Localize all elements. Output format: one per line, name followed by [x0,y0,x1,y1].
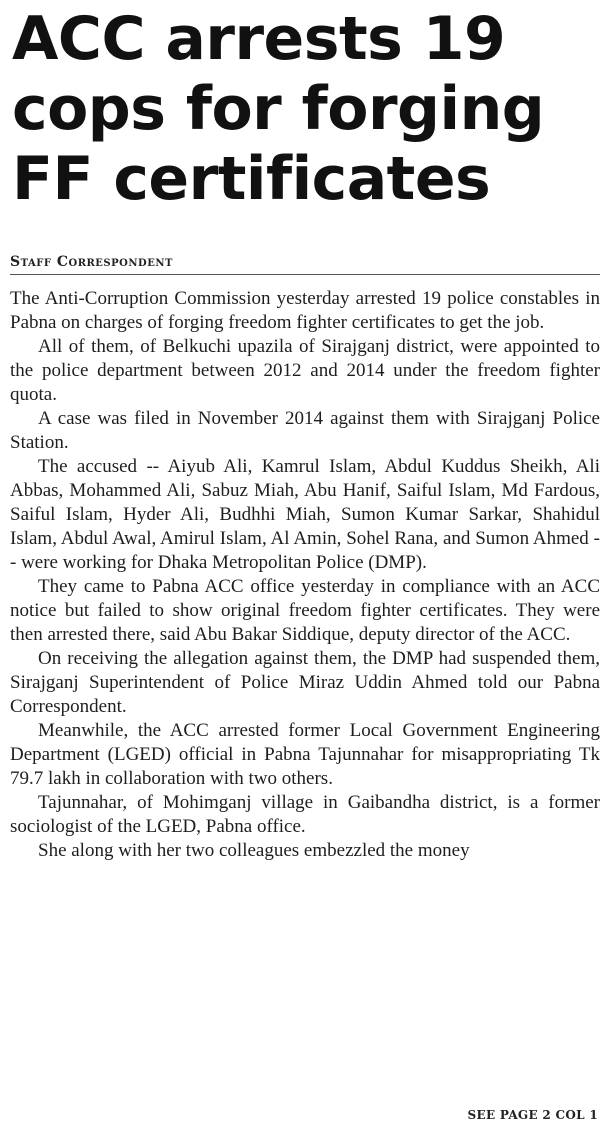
article-body [10,287,600,863]
paragraph: All of them, of Belkuchi upazila of Sirajganj district, were appointed to the police department between 2012 and 2014 under the freedom fighter quota. [10,336,600,405]
paragraph: Tajunnahar, of Mohimganj village in Gaibandha district, is a former sociologist of the LGED, Pabna office. [10,792,600,837]
paragraph: On receiving the allegation against them, the DMP had suspended them, Sirajganj Superintendent of Police Miraz Uddin Ahmed told our Pabna Correspondent. [10,648,600,717]
paragraph: A case was filed in November 2014 against them with Sirajganj Police Station. [10,408,600,453]
headline-line: cops for forging [12,74,545,144]
headline [12,4,600,214]
paragraph: She along with her two colleagues embezzled the money [38,840,470,861]
paragraph: They came to Pabna ACC office yesterday in compliance with an ACC notice but failed to show original freedom fighter certificates. They were then arrested there, said Abu Bakar Siddique, deputy director of the ACC. [10,576,600,645]
byline: Staff Correspondent [10,254,600,275]
paragraph: The Anti-Corruption Commission yesterday arrested 19 police constables in Pabna on charges of forging freedom fighter certificates to get the job. [10,288,600,333]
headline-line: ACC arrests 19 [12,4,506,74]
headline-line: FF certificates [12,144,491,214]
paragraph: The accused -- Aiyub Ali, Kamrul Islam, Abdul Kuddus Sheikh, Ali Abbas, Mohammed Ali, Sabuz Miah, Abu Hanif, Saiful Islam, Md Fardous, Saiful Islam, Hyder Ali, Budhhi Miah, Sumon Kumar Sarkar, Shahidul Islam, Abdul Awal, Amirul Islam, Al Amin, Sohel Rana, and Sumon Ahmed -- were working for Dhaka Metropolitan Police (DMP). [10,456,600,573]
continuation-jump-label: SEE PAGE 2 COL 1 [467,1108,598,1122]
paragraph: Meanwhile, the ACC arrested former Local Government Engineering Department (LGED) official in Pabna Tajunnahar for misappropriating Tk 79.7 lakh in collaboration with two others. [10,720,600,789]
